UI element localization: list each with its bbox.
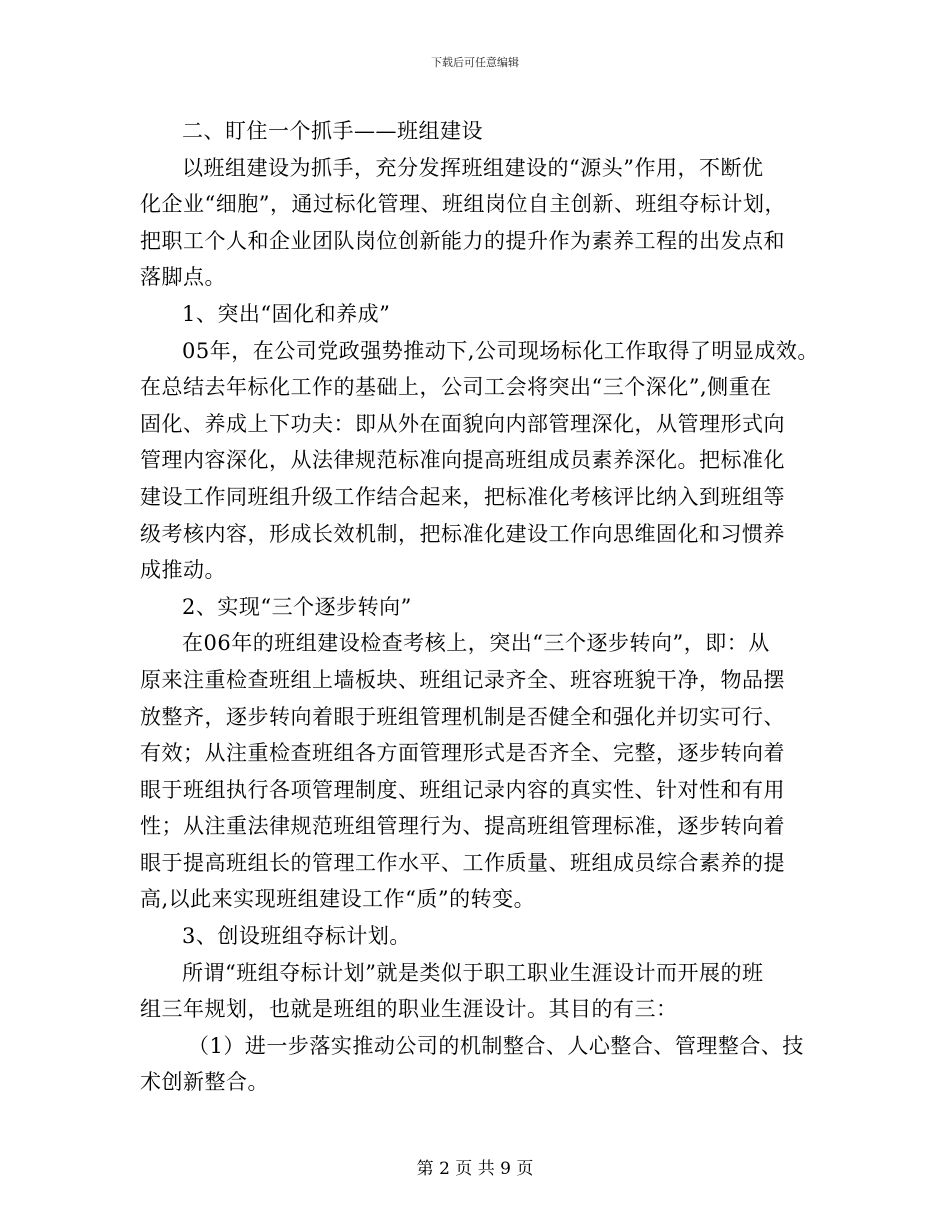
paragraph-line: 在总结去年标化工作的基础上，公司工会将突出“三个深化”,侧重在 — [140, 375, 772, 400]
page-header: 下载后可任意编辑 — [431, 56, 519, 69]
paragraph-line: 性；从注重法律规范班组管理行为、提高班组管理标准，逐步转向着 — [140, 814, 785, 839]
paragraph-line: 所谓“班组夺标计划”就是类似于职工职业生涯设计而开展的班 — [182, 960, 764, 985]
paragraph-line: 在06年的班组建设检查考核上，突出“三个逐步转向”，即：从 — [182, 631, 770, 656]
paragraph-line: 眼于班组执行各项管理制度、班组记录内容的真实性、针对性和有用 — [140, 777, 785, 802]
paragraph-line: 组三年规划，也就是班组的职业生涯设计。其目的有三： — [140, 997, 678, 1022]
paragraph-line: 建设工作同班组升级工作结合起来，把标准化考核评比纳入到班组等 — [140, 484, 785, 509]
paragraph-line: 眼于提高班组长的管理工作水平、工作质量、班组成员综合素养的提 — [140, 850, 785, 875]
subsection-heading: 2、实现“三个逐步转向” — [182, 594, 412, 619]
paragraph-line: 把职工个人和企业团队岗位创新能力的提升作为素养工程的出发点和 — [140, 228, 785, 253]
paragraph-line: 有效；从注重检查班组各方面管理形式是否齐全、完整，逐步转向着 — [140, 741, 785, 766]
paragraph-line: 原来注重检查班组上墙板块、班组记录齐全、班容班貌干净，物品摆 — [140, 667, 785, 692]
paragraph-line: 管理内容深化，从法律规范标准向提高班组成员素养深化。把标准化 — [140, 448, 785, 473]
page-footer: 第 2 页 共 9 页 — [416, 1159, 534, 1179]
subsection-heading: 1、突出“固化和养成” — [182, 301, 391, 326]
paragraph-line: 放整齐，逐步转向着眼于班组管理机制是否健全和强化并切实可行、 — [140, 704, 785, 729]
paragraph-line: 以班组建设为抓手，充分发挥班组建设的“源头”作用，不断优 — [182, 155, 764, 180]
paragraph-line: 级考核内容，形成长效机制，把标准化建设工作向思维固化和习惯养 — [140, 521, 785, 546]
paragraph-line: 高,以此来实现班组建设工作“质”的转变。 — [140, 887, 536, 912]
paragraph-line: 成推动。 — [140, 558, 226, 583]
list-item-line: （1）进一步落实推动公司的机制整合、人心整合、管理整合、技 — [188, 1033, 804, 1058]
list-item-line: 术创新整合。 — [140, 1070, 269, 1095]
paragraph-line: 落脚点。 — [140, 265, 226, 290]
paragraph-line: 固化、养成上下功夫：即从外在面貌向内部管理深化，从管理形式向 — [140, 411, 785, 436]
paragraph-line: 化企业“细胞”，通过标化管理、班组岗位自主创新、班组夺标计划， — [140, 192, 786, 217]
section-heading: 二、盯住一个抓手——班组建设 — [182, 119, 483, 143]
paragraph-line: 05年，在公司党政强势推动下,公司现场标化工作取得了明显成效。 — [182, 338, 819, 363]
subsection-heading: 3、创设班组夺标计划。 — [182, 924, 411, 949]
document-body — [140, 113, 830, 1101]
